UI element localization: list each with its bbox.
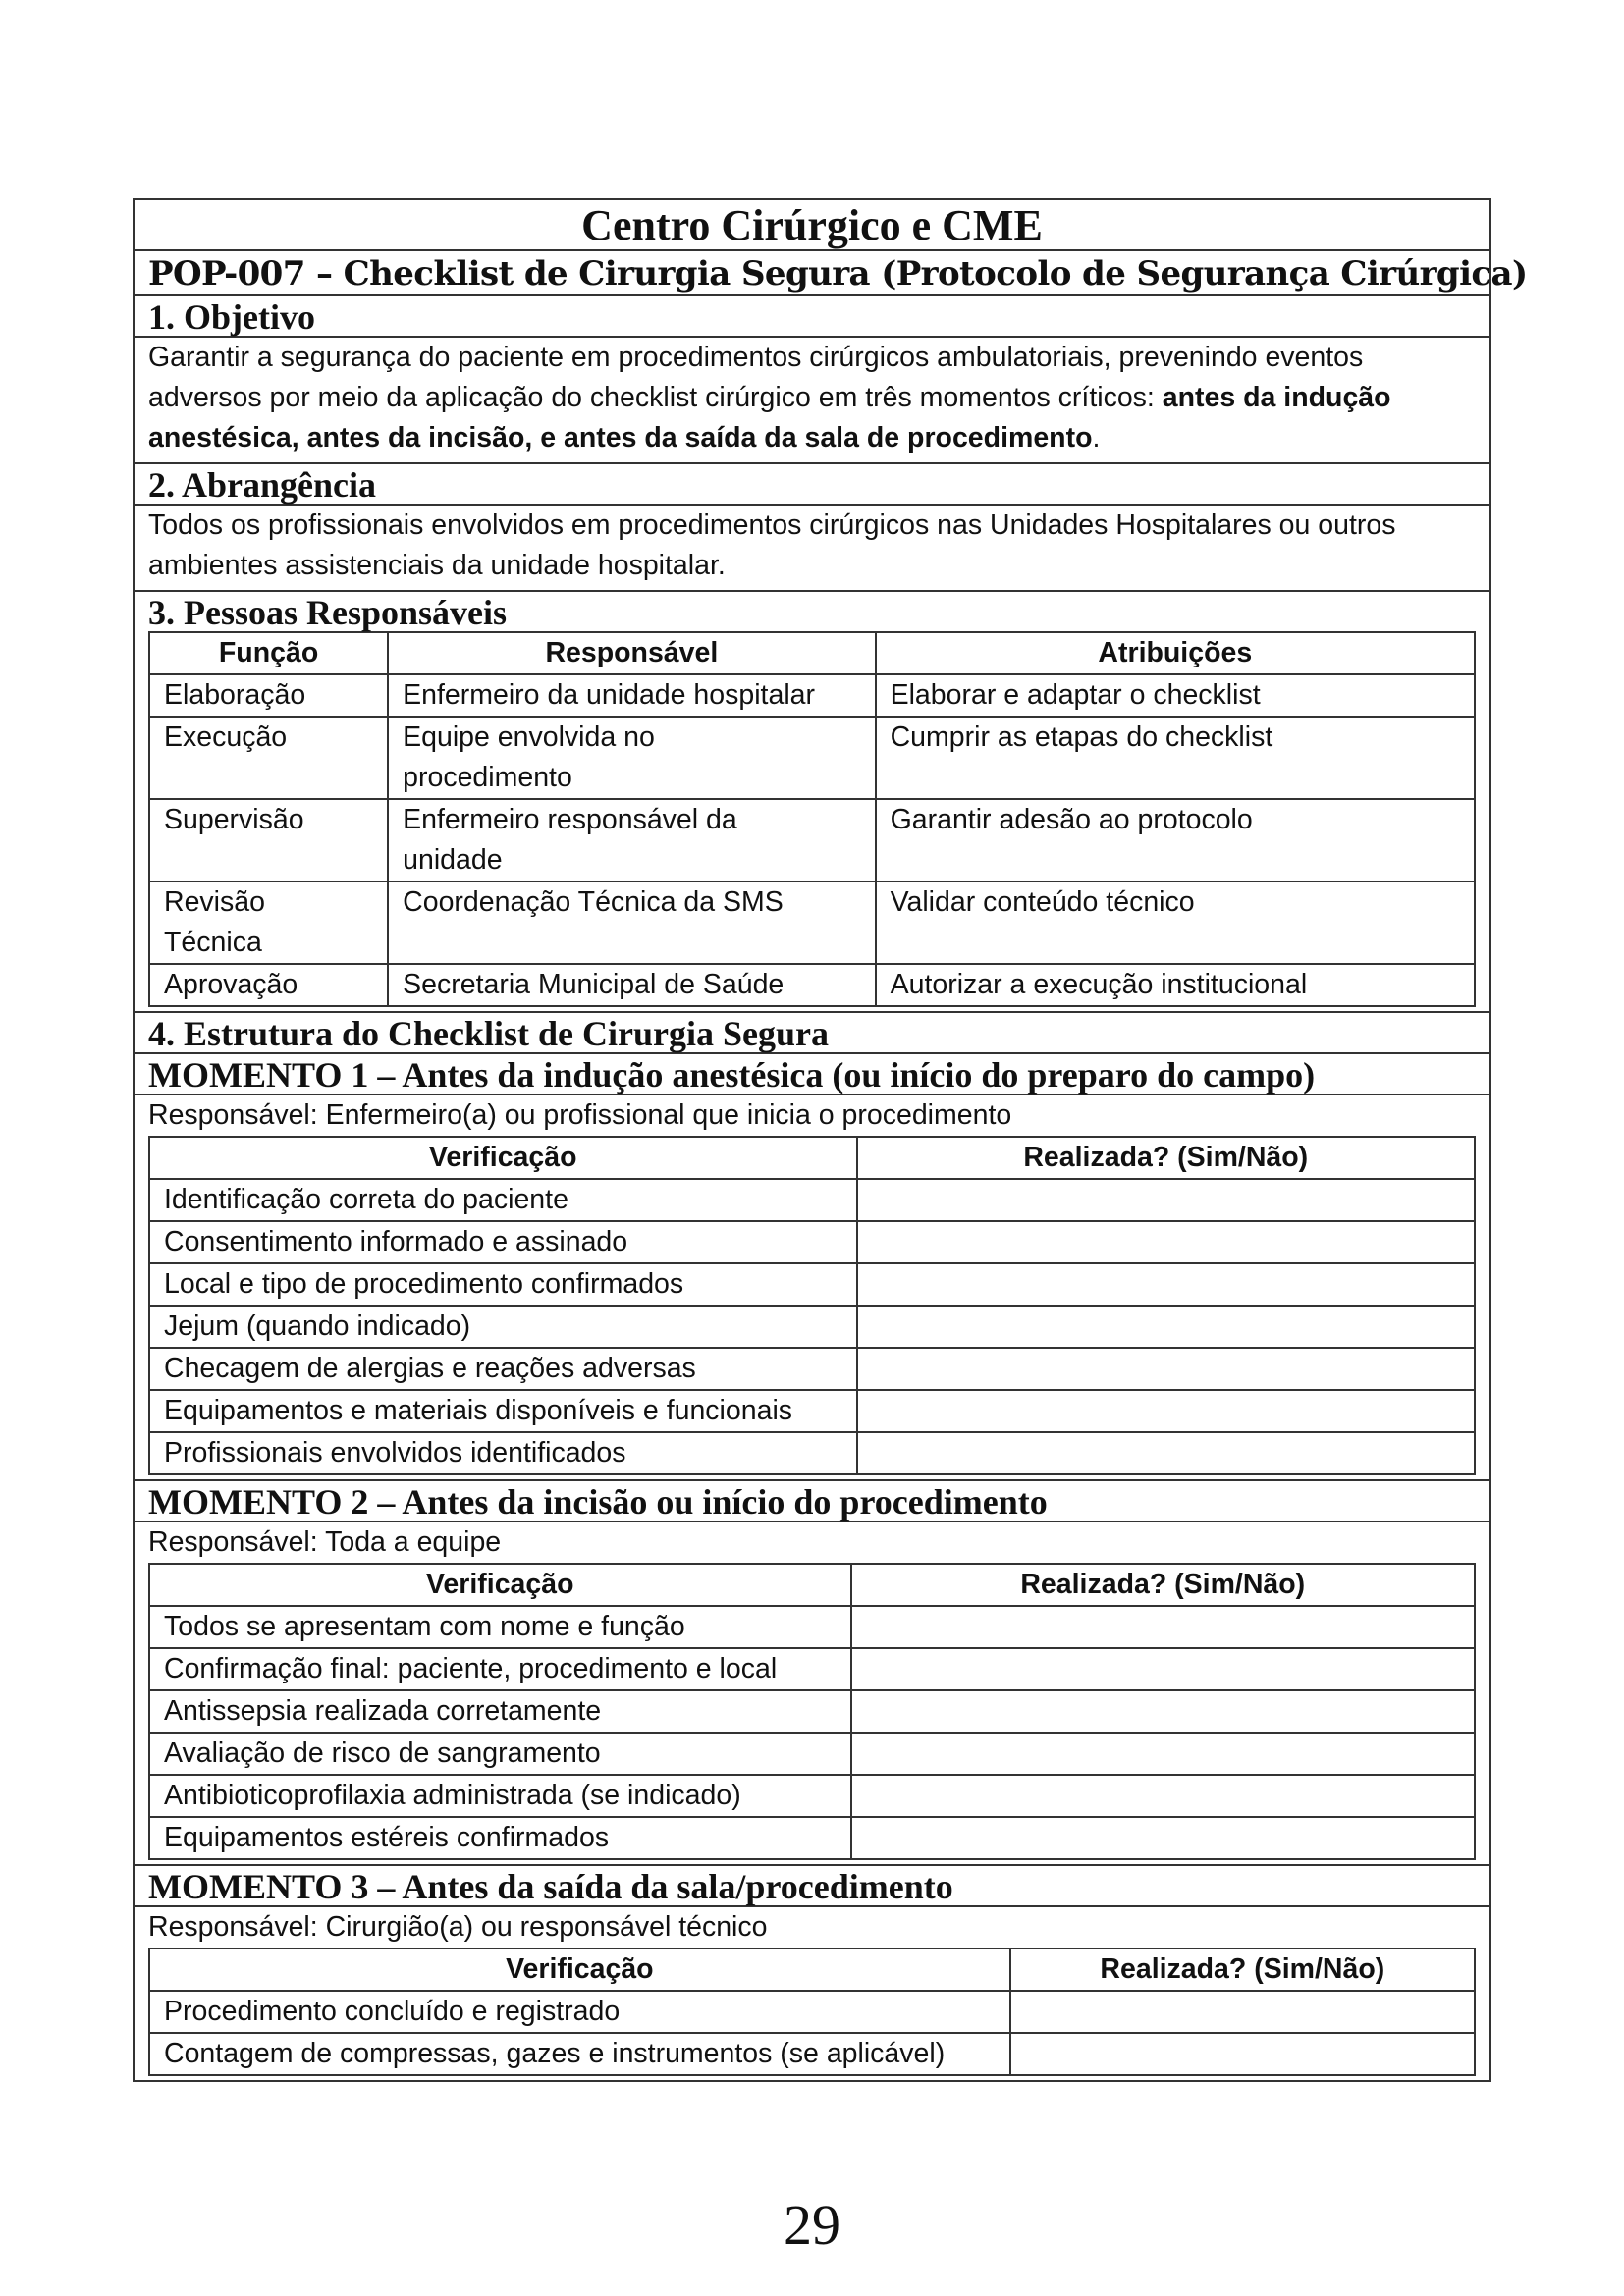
- table-cell: Aprovação: [149, 964, 388, 1006]
- momento-2-section: [135, 1522, 1489, 1866]
- momento-1-heading: MOMENTO 1 – Antes da indução anestésica (ou início do preparo do campo): [135, 1054, 1489, 1095]
- table-row: [149, 674, 1475, 717]
- realizada-cell[interactable]: [857, 1179, 1475, 1221]
- table-row: [149, 1991, 1475, 2033]
- table-cell: Coordenação Técnica da SMS: [388, 881, 875, 964]
- table-header-row: [149, 1949, 1475, 1991]
- column-header-realizada: Realizada? (Sim/Não): [1010, 1949, 1475, 1991]
- checklist-item: Contagem de compressas, gazes e instrumentos (se aplicável): [149, 2033, 1010, 2075]
- column-header-verificacao: Verificação: [149, 1137, 857, 1179]
- table-cell: Elaboração: [149, 674, 388, 717]
- realizada-cell[interactable]: [1010, 2033, 1475, 2075]
- table-cell: Supervisão: [149, 799, 388, 881]
- checklist-item: Local e tipo de procedimento confirmados: [149, 1263, 857, 1306]
- table-row: [149, 799, 1475, 881]
- realizada-cell[interactable]: [851, 1690, 1475, 1733]
- document-frame: [133, 198, 1528, 2082]
- section-heading-estrutura: 4. Estrutura do Checklist de Cirurgia Segura: [135, 1013, 1489, 1054]
- momento-2-heading: MOMENTO 2 – Antes da incisão ou início do procedimento: [135, 1481, 1489, 1522]
- table-cell: Cumprir as etapas do checklist: [876, 717, 1475, 799]
- table-cell: Garantir adesão ao protocolo: [876, 799, 1475, 881]
- checklist-item: Consentimento informado e assinado: [149, 1221, 857, 1263]
- column-header-verificacao: Verificação: [149, 1949, 1010, 1991]
- section-heading-objetivo: 1. Objetivo: [135, 296, 1489, 338]
- realizada-cell[interactable]: [851, 1606, 1475, 1648]
- checklist-item: Jejum (quando indicado): [149, 1306, 857, 1348]
- responsaveis-section: [135, 592, 1489, 1013]
- momento-3-section: [135, 1907, 1489, 2080]
- realizada-cell[interactable]: [857, 1390, 1475, 1432]
- abrangencia-text: Todos os profissionais envolvidos em procedimentos cirúrgicos nas Unidades Hospitalares ou outros ambientes assistenciais da unidade hospitalar.: [135, 506, 1489, 592]
- momento-2-responsavel: Responsável: Toda a equipe: [148, 1526, 502, 1558]
- checklist-item: Equipamentos estéreis confirmados: [149, 1817, 851, 1859]
- checklist-item: Antissepsia realizada corretamente: [149, 1690, 851, 1733]
- column-header-atribuicoes: Atribuições: [876, 632, 1475, 674]
- table-header-row: [149, 632, 1475, 674]
- table-header-row: [149, 1564, 1475, 1606]
- realizada-cell[interactable]: [851, 1733, 1475, 1775]
- checklist-item: Confirmação final: paciente, procedimento e local: [149, 1648, 851, 1690]
- table-row: [149, 881, 1475, 964]
- column-header-funcao: Função: [149, 632, 388, 674]
- table-header-row: [149, 1137, 1475, 1179]
- table-cell: Enfermeiro responsável da unidade: [388, 799, 875, 881]
- momento-3-responsavel: Responsável: Cirurgião(a) ou responsável técnico: [148, 1911, 768, 1943]
- objetivo-text-plain: Garantir a segurança do paciente em procedimentos cirúrgicos ambulatoriais, prevenindo eventos adversos por meio da aplicação do checklist cirúrgico em três momentos críticos:: [148, 342, 1364, 413]
- realizada-cell[interactable]: [851, 1817, 1475, 1859]
- realizada-cell[interactable]: [857, 1221, 1475, 1263]
- table-row: [149, 1390, 1475, 1432]
- momento-3-heading: MOMENTO 3 – Antes da saída da sala/procedimento: [135, 1866, 1489, 1907]
- table-row: [149, 1432, 1475, 1474]
- realizada-cell[interactable]: [851, 1648, 1475, 1690]
- table-row: [149, 1733, 1475, 1775]
- table-row: [149, 1648, 1475, 1690]
- checklist-item: Avaliação de risco de sangramento: [149, 1733, 851, 1775]
- responsaveis-table: [148, 631, 1476, 1007]
- momento-3-checklist-table: [148, 1948, 1476, 2076]
- table-cell: Autorizar a execução institucional: [876, 964, 1475, 1006]
- table-row: [149, 1817, 1475, 1859]
- objetivo-text-end: .: [1092, 422, 1101, 454]
- table-row: [149, 1179, 1475, 1221]
- table-row: [149, 1263, 1475, 1306]
- table-row: [149, 717, 1475, 799]
- table-row: [149, 1690, 1475, 1733]
- column-header-verificacao: Verificação: [149, 1564, 851, 1606]
- column-header-realizada: Realizada? (Sim/Não): [851, 1564, 1475, 1606]
- table-cell: Enfermeiro da unidade hospitalar: [388, 674, 875, 717]
- table-row: [149, 1221, 1475, 1263]
- checklist-item: Profissionais envolvidos identificados: [149, 1432, 857, 1474]
- realizada-cell[interactable]: [1010, 1991, 1475, 2033]
- table-cell: Elaborar e adaptar o checklist: [876, 674, 1475, 717]
- checklist-item: Identificação correta do paciente: [149, 1179, 857, 1221]
- table-cell: Equipe envolvida no procedimento: [388, 717, 875, 799]
- table-row: [149, 1775, 1475, 1817]
- momento-1-responsavel: Responsável: Enfermeiro(a) ou profissional que inicia o procedimento: [148, 1099, 1012, 1131]
- objetivo-text: [135, 338, 1489, 464]
- column-header-responsavel: Responsável: [388, 632, 875, 674]
- realizada-cell[interactable]: [857, 1348, 1475, 1390]
- table-cell: Secretaria Municipal de Saúde: [388, 964, 875, 1006]
- checklist-item: Equipamentos e materiais disponíveis e funcionais: [149, 1390, 857, 1432]
- table-row: [149, 2033, 1475, 2075]
- momento-1-checklist-table: [148, 1136, 1476, 1475]
- checklist-item: Antibioticoprofilaxia administrada (se indicado): [149, 1775, 851, 1817]
- section-heading-abrangencia: 2. Abrangência: [135, 464, 1489, 506]
- table-cell: Revisão Técnica: [149, 881, 388, 964]
- table-cell: Execução: [149, 717, 388, 799]
- objetivo-text-bold: antes da indução anestésica, antes da incisão, e antes da saída da sala de procedimento: [148, 382, 1391, 454]
- table-row: [149, 1306, 1475, 1348]
- realizada-cell[interactable]: [851, 1775, 1475, 1817]
- realizada-cell[interactable]: [857, 1306, 1475, 1348]
- page-number: 29: [784, 2193, 840, 2257]
- realizada-cell[interactable]: [857, 1263, 1475, 1306]
- table-row: [149, 964, 1475, 1006]
- page-title: Centro Cirúrgico e CME: [135, 200, 1489, 251]
- table-row: [149, 1348, 1475, 1390]
- checklist-item: Todos se apresentam com nome e função: [149, 1606, 851, 1648]
- pop-title: POP-007 – Checklist de Cirurgia Segura (Protocolo de Segurança Cirúrgica): [135, 251, 1489, 296]
- column-header-realizada: Realizada? (Sim/Não): [857, 1137, 1475, 1179]
- checklist-item: Procedimento concluído e registrado: [149, 1991, 1010, 2033]
- realizada-cell[interactable]: [857, 1432, 1475, 1474]
- checklist-item: Checagem de alergias e reações adversas: [149, 1348, 857, 1390]
- table-cell: Validar conteúdo técnico: [876, 881, 1475, 964]
- momento-2-checklist-table: [148, 1563, 1476, 1860]
- table-row: [149, 1606, 1475, 1648]
- momento-1-section: [135, 1095, 1489, 1481]
- section-heading-responsaveis: 3. Pessoas Responsáveis: [148, 593, 508, 632]
